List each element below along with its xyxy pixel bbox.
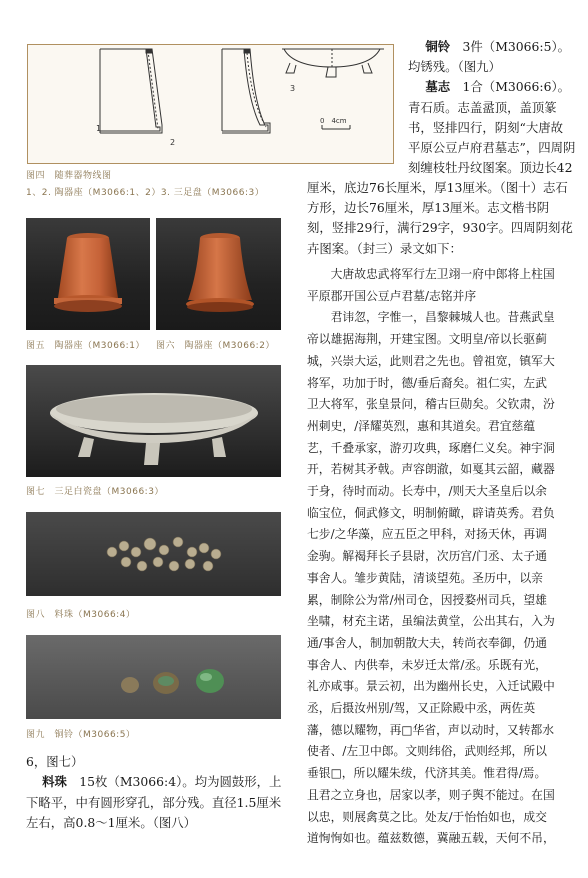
fig4-label-3: 3 — [290, 84, 296, 93]
beads-desc-1: 15枚（M3066:4）。均为圆鼓形，上 — [66, 774, 282, 790]
inscription-line: 事舍人、内供奉，未岁迁太常/丞。乐既有光， — [307, 657, 547, 672]
scale-bar — [322, 125, 350, 129]
inscription-line: 开，若树其矛戟。声容朗澈，如戛其云韶，藏器 — [307, 462, 555, 477]
fig8-photo — [26, 512, 281, 596]
bell-desc-1: 3件（M3066:5）。 — [450, 39, 571, 54]
fig6-caption: 图六 陶器座（M3066:2） — [156, 341, 275, 351]
inscription-line: 卫大将军，张皇景问，稽古巨勋矣。父钦肃，汾 — [307, 397, 555, 412]
inscription-title-2: 平原郡开国公豆卢君墓/志铭并序 — [307, 288, 477, 303]
bell-heading: 铜铃 — [425, 39, 451, 54]
inscription-line: 州刺史，/泽耀英烈，惠和其道矣。君宜慈蕴 — [307, 418, 536, 433]
pottery-stand-2-image — [156, 218, 281, 330]
right-body-text — [408, 37, 580, 178]
drawing-item-3 — [282, 49, 384, 77]
fig8-caption: 图八 料珠（M3066:4） — [26, 610, 136, 620]
epitaph-line-3: 刻缠枝牡丹纹图案。顶边长42 — [408, 160, 573, 176]
fig4-subcaption: 1、2. 陶器座（M3066:1、2）3. 三足盘（M3066:3） — [26, 188, 265, 198]
fig7-caption: 图七 三足白瓷盘（M3066:3） — [26, 487, 164, 497]
epitaph-line-4: 厘米，底边76长厘米，厚13厘米。（图十）志石 — [307, 180, 568, 195]
epitaph-desc-1: 1合（M3066:6）。 — [450, 79, 571, 95]
inscription-line: 将军，功加于时，德/垂后裔矣。祖仁实，左武 — [307, 375, 547, 390]
epitaph-line-7: 卉图案。（封三）录文如下： — [307, 240, 462, 256]
epitaph-line-5: 方形，边长76厘米，厚13厘米。志文楷书阴 — [307, 200, 550, 216]
fig5-caption: 图五 陶器座（M3066:1） — [26, 341, 145, 351]
epitaph-heading: 墓志 — [425, 79, 451, 95]
inscription-line: 以忠，则展禽莫之比。处友/于怡怡如也，成交 — [307, 809, 547, 824]
inscription-line: 垂银□，所以耀朱绂，代济其美。惟君得/焉。 — [307, 766, 547, 781]
fig6-photo — [156, 218, 281, 330]
fig4-svg — [28, 45, 393, 163]
epitaph-line-0: 青石质。志盖盝顶，盖顶篆 — [408, 99, 557, 115]
inscription-line: 通/事舍人，制加朝散大夫，转尚衣奉御，仍通 — [307, 635, 547, 650]
epitaph-line-6: 刻，竖排29行，满行29字，930字。四周阴刻花 — [307, 220, 573, 236]
bell-desc-2: 均锈残。（图九） — [408, 59, 501, 75]
inscription-line: 道恂恂如也。蕴兹数德，冀融五载，天何不吊， — [307, 831, 555, 846]
inscription-line: 城，兴崇大运，此则君之先也。曾祖宽，镇军大 — [307, 353, 555, 368]
epitaph-line-1: 书，竖排四行，阴刻“大唐故 — [408, 119, 564, 135]
fig9-photo — [26, 635, 281, 719]
inscription-line: 藩，德以耀物，再□华省，声以动时，又转都水 — [307, 722, 555, 737]
fig4-drawing — [27, 44, 394, 164]
pottery-stand-1-image — [26, 218, 150, 330]
inscription-line: 使者、/左卫中郎。文则纬俗，武则经邦，所以 — [307, 744, 547, 759]
fig4-caption: 图四 随葬器物线图 — [26, 171, 112, 181]
inscription-line: 坐啸，材充主诺，虽编法黄堂，公出其右，入为 — [307, 614, 555, 629]
inscription-line: 七步/之华藻，应五臣之甲科，对扬天休，再调 — [307, 527, 547, 542]
fig7-photo — [26, 365, 281, 477]
tripod-plate-image — [26, 365, 281, 477]
inscription-line: 艺，千叠承家，游刃攻典，琢磨仁义矣。神宇洞 — [307, 440, 555, 455]
fig5-photo — [26, 218, 150, 330]
inscription-line: 君讳忽，字惟一，昌黎棘城人也。昔燕武皇 — [330, 310, 555, 325]
beads-heading: 料珠 — [42, 774, 67, 790]
beads-image — [26, 512, 281, 596]
bell-paragraph — [408, 37, 580, 57]
bronze-bells-image — [26, 635, 281, 719]
fig4-label-1: 1 — [96, 124, 102, 133]
inscription-line: 于身，待时而动。长寿中，/则天大圣皇后以余 — [307, 484, 547, 499]
inscription-line: 礼亦咸事。景云初，出为幽州长史，入迁试殿中 — [307, 679, 555, 694]
epitaph-paragraph — [408, 77, 580, 97]
inscription-line: 累，制除公为常/州司仓，因授婺州司兵，望雄 — [307, 592, 547, 607]
beads-desc-2: 下略平，中有圆形穿孔，部分残。直径1.5厘米 — [26, 794, 282, 810]
left-body-text — [26, 752, 288, 834]
right-body-text-wide — [307, 178, 579, 259]
drawing-item-2 — [222, 49, 270, 133]
scale-bar-label: 0 4cm — [320, 117, 347, 125]
inscription-line: 丞，后摄汝州别/驾，又正除殿中丞，两佐英 — [307, 701, 536, 716]
drawing-item-1 — [100, 49, 162, 133]
inscription-line: 帝以雄据海荆，开建宝图。文明皇/帝以长驱蓟 — [307, 332, 547, 347]
epitaph-line-2: 平原公豆卢府君墓志”，四周阴 — [408, 140, 576, 156]
inscription-line: 事舍人。雏步黄陆，清谈望苑。圣历中，以亲 — [307, 570, 543, 585]
inscription-block — [307, 264, 579, 850]
fig4-label-2: 2 — [170, 138, 176, 147]
inscription-lines — [307, 307, 579, 850]
fig9-caption: 图九 铜铃（M3066:5） — [26, 730, 136, 740]
inscription-title-1: 大唐故忠武将军行左卫翊一府中郎将上柱国 — [330, 267, 555, 281]
beads-desc-3: 左右，高0.8～1厘米。（图八） — [26, 815, 197, 831]
inscription-line: 且君之立身也，居家以孝，则子舆不能过。在国 — [307, 787, 555, 802]
left-text-line1: 6，图七） — [26, 754, 84, 769]
beads-paragraph — [26, 772, 288, 792]
inscription-line: 临宝位，侗武修文，明制俯瞰，辟请英秀。君负 — [307, 505, 555, 520]
inscription-line: 金驹。解褐拜长子县尉，次历宫/门丞、太子通 — [307, 549, 547, 564]
